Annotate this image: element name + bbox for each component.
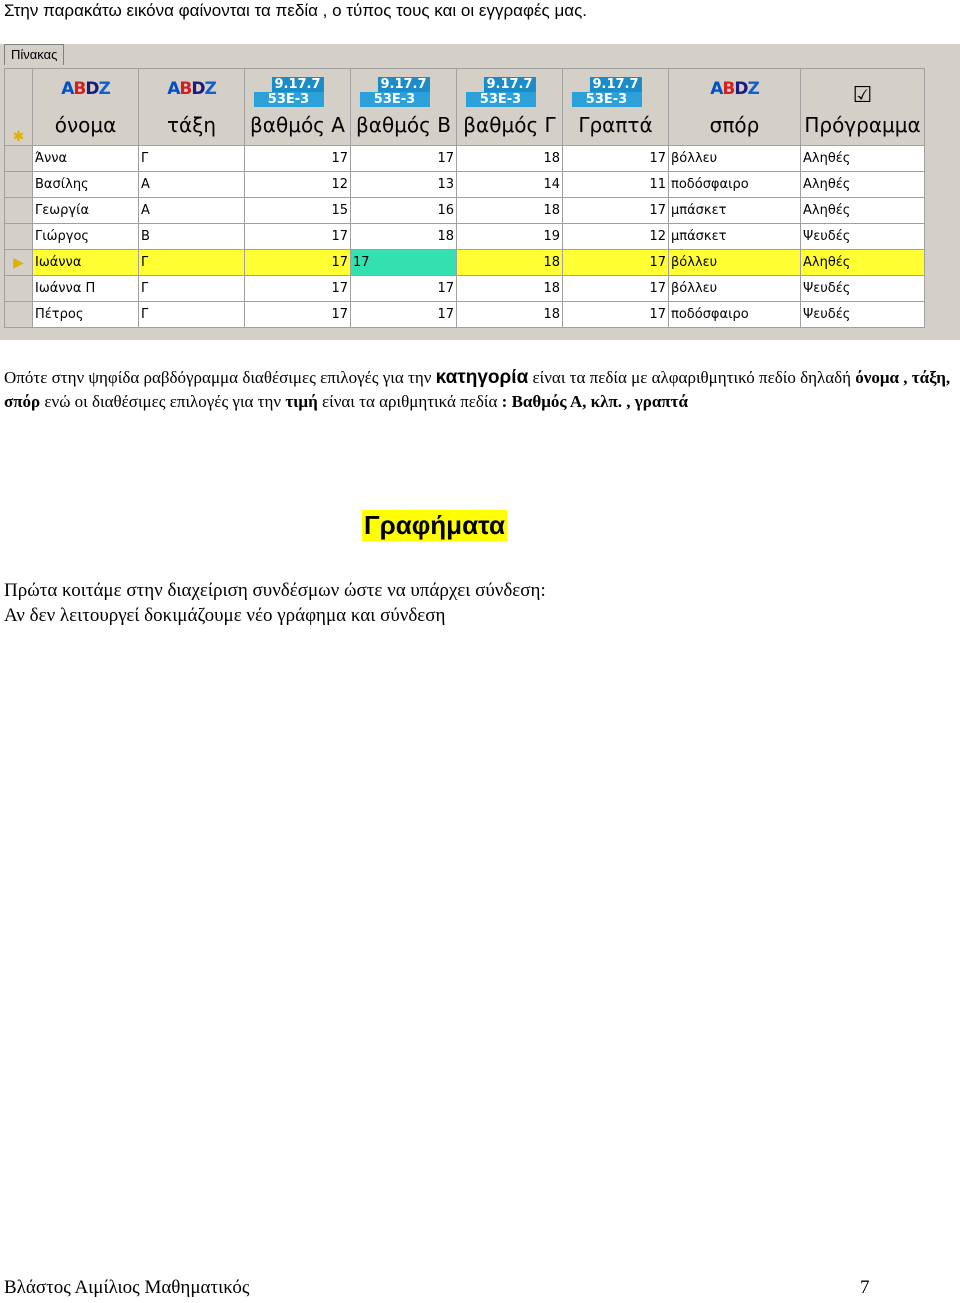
table-cell[interactable]: βόλλευ (669, 276, 801, 302)
table-cell[interactable]: 17 (245, 224, 351, 250)
table-cell[interactable]: βόλλευ (669, 146, 801, 172)
text-field-icon: ABDZ (167, 79, 216, 99)
column-header-label: όνομα (54, 113, 117, 137)
keyword-value: τιμή (285, 392, 318, 411)
column-header-label: βαθμός Β (356, 113, 451, 137)
data-grid (4, 68, 925, 328)
boolean-field-icon: ☑ (852, 83, 873, 108)
table-row[interactable] (5, 172, 925, 198)
record-selector[interactable] (5, 172, 33, 198)
table-cell[interactable]: 17 (351, 146, 457, 172)
table-cell[interactable]: 17 (245, 250, 351, 276)
record-selector[interactable] (5, 224, 33, 250)
column-header-label: Πρόγραμμα (804, 113, 921, 137)
table-cell[interactable]: ποδόσφαιρο (669, 172, 801, 198)
table-cell[interactable]: ποδόσφαιρο (669, 302, 801, 328)
table-cell[interactable]: 17 (563, 250, 669, 276)
record-selector[interactable] (5, 302, 33, 328)
table-cell[interactable]: Γ (139, 302, 245, 328)
note-line-1: Πρώτα κοιτάμε στην διαχείριση συνδέσμων ώστε να υπάρχει σύνδεση: (4, 580, 546, 601)
keyword-number-fields: : Βαθμός Α, κλπ. , γραπτά (501, 392, 688, 411)
table-cell[interactable]: 18 (457, 276, 563, 302)
table-cell[interactable]: 12 (563, 224, 669, 250)
new-record-selector[interactable]: ✱ (5, 69, 33, 146)
text-field-icon: ABDZ (710, 79, 759, 99)
table-cell[interactable]: 18 (457, 250, 563, 276)
table-cell[interactable]: Γεωργία (33, 198, 139, 224)
page-number: 7 (860, 1277, 870, 1298)
table-cell[interactable]: 17 (245, 276, 351, 302)
table-cell[interactable]: Αληθές (801, 172, 925, 198)
table-cell[interactable]: 13 (351, 172, 457, 198)
table-cell[interactable]: Ψευδές (801, 302, 925, 328)
keyword-category: κατηγορία (435, 367, 529, 388)
table-cell[interactable]: Βασίλης (33, 172, 139, 198)
table-cell[interactable]: Γ (139, 276, 245, 302)
record-selector[interactable]: ▶ (5, 250, 33, 276)
table-cell[interactable]: Α (139, 172, 245, 198)
record-selector[interactable] (5, 198, 33, 224)
column-header-label: βαθμός Γ (463, 113, 556, 137)
table-datasheet (0, 44, 960, 340)
column-header-7[interactable] (669, 69, 801, 146)
table-cell[interactable]: Γ (139, 146, 245, 172)
column-header-label: Γραπτά (578, 113, 653, 137)
table-cell[interactable]: 17 (563, 276, 669, 302)
table-cell[interactable]: 18 (457, 302, 563, 328)
text-field-icon: ABDZ (61, 79, 110, 99)
column-header-2[interactable] (139, 69, 245, 146)
intro-text: Στην παρακάτω εικόνα φαίνονται τα πεδία , ο τύπος τους και οι εγγραφές μας. (4, 1, 588, 20)
column-header-6[interactable] (563, 69, 669, 146)
table-cell[interactable]: Ιωάννα (33, 250, 139, 276)
table-cell[interactable]: Γ (139, 250, 245, 276)
tab-strip (4, 44, 64, 66)
table-cell[interactable]: 19 (457, 224, 563, 250)
column-header-3[interactable] (245, 69, 351, 146)
column-header-label: βαθμός Α (250, 113, 345, 137)
table-cell[interactable]: 15 (245, 198, 351, 224)
para-text-1: Οπότε στην ψηφίδα ραβδόγραμμα διαθέσιμες επιλογές για την (4, 368, 436, 387)
table-cell[interactable]: Α (139, 198, 245, 224)
record-selector[interactable] (5, 146, 33, 172)
table-row[interactable] (5, 250, 925, 276)
table-cell[interactable]: 18 (457, 146, 563, 172)
table-cell[interactable]: 17 (563, 146, 669, 172)
table-cell[interactable]: 12 (245, 172, 351, 198)
table-cell[interactable]: 16 (351, 198, 457, 224)
explanation-paragraph (4, 366, 954, 414)
table-cell[interactable]: 17 (245, 302, 351, 328)
table-cell[interactable]: 17 (351, 302, 457, 328)
table-cell[interactable]: Αληθές (801, 250, 925, 276)
column-header-1[interactable] (33, 69, 139, 146)
number-field-icon: 9.17.7 53E-3 (457, 77, 562, 113)
footer-author: Βλάστος Αιμίλιος Μαθηματικός (4, 1277, 250, 1298)
column-header-label: σπόρ (709, 113, 760, 137)
table-cell[interactable]: Αληθές (801, 198, 925, 224)
column-header-label: τάξη (166, 113, 217, 137)
tab-pinakas[interactable]: Πίνακας (4, 44, 64, 65)
table-cell[interactable]: Αληθές (801, 146, 925, 172)
header-row (5, 69, 925, 146)
para-text-3: ενώ οι διαθέσιμες επιλογές για την (40, 392, 286, 411)
note-block (4, 578, 546, 628)
table-cell[interactable]: 18 (351, 224, 457, 250)
table-cell[interactable]: 17 (563, 198, 669, 224)
table-cell[interactable]: 17 (245, 146, 351, 172)
table-row[interactable] (5, 146, 925, 172)
table-cell[interactable]: Άννα (33, 146, 139, 172)
section-heading: Γραφήματα (364, 510, 505, 540)
keyword-text-fields: όνομα , τάξη, σπόρ (4, 368, 951, 411)
table-cell[interactable]: 11 (563, 172, 669, 198)
table-cell[interactable]: Ψευδές (801, 224, 925, 250)
number-field-icon: 9.17.7 53E-3 (245, 77, 350, 113)
table-cell[interactable]: 17 (351, 250, 457, 276)
column-header-5[interactable] (457, 69, 563, 146)
column-header-4[interactable] (351, 69, 457, 146)
table-cell[interactable]: μπάσκετ (669, 224, 801, 250)
table-cell[interactable]: 17 (563, 302, 669, 328)
table-cell[interactable]: Ψευδές (801, 276, 925, 302)
table-cell[interactable]: 18 (457, 198, 563, 224)
table-row[interactable] (5, 276, 925, 302)
column-header-8[interactable] (801, 69, 925, 146)
note-line-2: Αν δεν λειτουργεί δοκιμάζουμε νέο γράφημα και σύνδεση (4, 605, 446, 626)
table-row[interactable] (5, 224, 925, 250)
table-cell[interactable]: Πέτρος (33, 302, 139, 328)
table-cell[interactable]: Ιωάννα Π (33, 276, 139, 302)
table-row[interactable] (5, 198, 925, 224)
para-text-2: είναι τα πεδία με αλφαριθμητικό πεδίο δηλαδή (528, 368, 856, 387)
table-cell[interactable]: 17 (351, 276, 457, 302)
table-cell[interactable]: μπάσκετ (669, 198, 801, 224)
table-cell[interactable]: 14 (457, 172, 563, 198)
para-text-4: είναι τα αριθμητικά πεδία (317, 392, 502, 411)
number-field-icon: 9.17.7 53E-3 (563, 77, 668, 113)
table-cell[interactable]: Γιώργος (33, 224, 139, 250)
table-row[interactable] (5, 302, 925, 328)
table-cell[interactable]: Β (139, 224, 245, 250)
number-field-icon: 9.17.7 53E-3 (351, 77, 456, 113)
table-cell[interactable]: βόλλευ (669, 250, 801, 276)
record-selector[interactable] (5, 276, 33, 302)
